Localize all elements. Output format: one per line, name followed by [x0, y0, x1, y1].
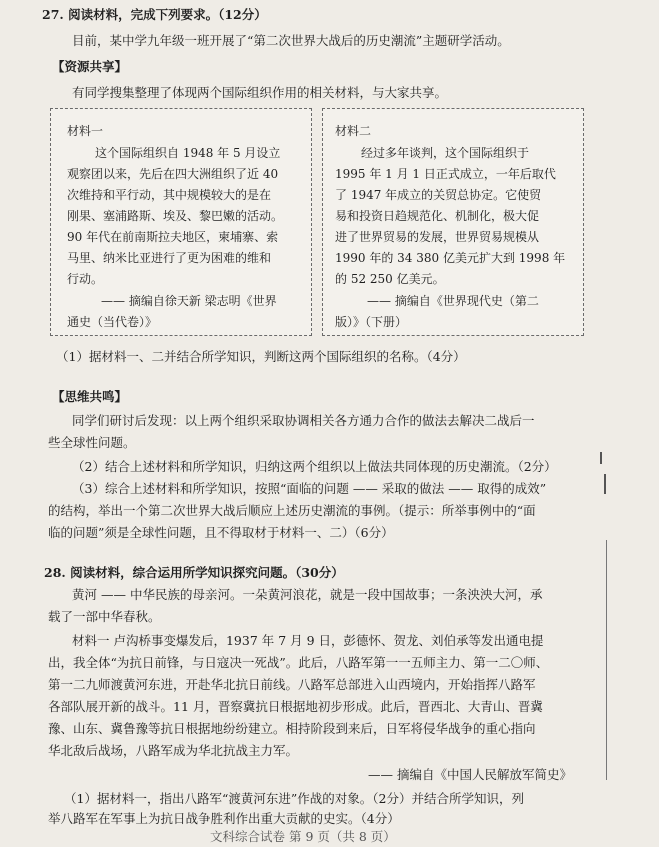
q28-material1: 材料一 卢沟桥事变爆发后，1937 年 7 月 9 日，彭德怀、贺龙、刘伯承等发出通电提 [72, 633, 544, 648]
material2-source: 版）》（下册） [335, 315, 408, 329]
q28-material1: 豫、山东、冀鲁豫等抗日根据地纷纷建立。相持阶段到来后，日军将侵华战争的重心指向 [48, 721, 536, 736]
material2-box [322, 108, 584, 336]
material2-line: 经过多年谈判，这个国际组织于 [361, 146, 530, 160]
q27-title: 27. 阅读材料，完成下列要求。（12分） [42, 7, 267, 22]
material2-line: 1990 年的 34 380 亿美元扩大到 1998 年 [335, 251, 566, 265]
q28-source: —— 摘编自《中国人民解放军简史》 [368, 767, 572, 782]
material1-box [50, 108, 312, 336]
q27-sub1: （1）据材料一、二并结合所学知识，判断这两个国际组织的名称。（4分） [56, 349, 466, 364]
material2-label: 材料二 [335, 124, 372, 138]
material1-line: 刚果、塞浦路斯、埃及、黎巴嫩的活动。 [67, 209, 284, 223]
q27-section2-text: 些全球性问题。 [48, 435, 136, 450]
material1-label: 材料一 [67, 124, 104, 138]
material2-line: 的 52 250 亿美元。 [335, 272, 445, 286]
q27-intro: 目前，某中学九年级一班开展了“第二次世界大战后的历史潮流”主题研学活动。 [72, 33, 510, 48]
q28-material1: 第一二九师渡黄河东进，开赴华北抗日前线。八路军总部进入山西境内，开始指挥八路军 [48, 677, 536, 692]
material1-line: 行动。 [67, 272, 104, 286]
q27-section1-heading: 【资源共享】 [52, 59, 128, 74]
q28-intro: 黄河 —— 中华民族的母亲河。一朵黄河浪花，就是一段中国故事；一条泱泱大河，承 [72, 587, 543, 602]
material1-line: 观察团以来，先后在四大洲组织了近 40 [67, 167, 279, 181]
material2-source: —— 摘编自《世界现代史（第二 [367, 294, 539, 308]
material1-line: 次维持和平行动，其中规模较大的是在 [67, 188, 272, 202]
material2-line: 易和投资日趋规范化、机制化，极大促 [335, 209, 540, 223]
q27-sub3: 的结构，举出一个第二次世界大战后顺应上述历史潮流的事例。（提示：所举事例中的“面 [48, 503, 536, 518]
q27-sub3: 临的问题”须是全球性问题，且不得取材于材料一、二）（6分） [48, 525, 394, 540]
material2-line: 进了世界贸易的发展，世界贸易规模从 [335, 230, 540, 244]
scan-edge-mark [600, 452, 602, 464]
q27-sub3: （3）综合上述材料和所学知识，按照“面临的问题 —— 采取的做法 —— 取得的成效” [72, 481, 547, 496]
q27-sub2: （2）结合上述材料和所学知识，归纳这两个组织以上做法共同体现的历史潮流。（2分） [72, 459, 557, 474]
material1-line: 这个国际组织自 1948 年 5 月设立 [95, 146, 281, 160]
scan-edge-line [606, 540, 607, 780]
q28-sub1: （1）据材料一，指出八路军“渡黄河东进”作战的对象。（2分）并结合所学知识，列 [64, 791, 524, 806]
material2-line: 1995 年 1 月 1 日正式成立，一年后取代 [335, 167, 556, 181]
material1-source: —— 摘编自徐天新 梁志明《世界 [101, 294, 277, 308]
material2-line: 了 1947 年成立的关贸总协定。它使贸 [335, 188, 542, 202]
scan-edge-mark [604, 474, 606, 494]
q28-title: 28. 阅读材料，综合运用所学知识探究问题。（30分） [44, 565, 344, 580]
q28-sub1: 举八路军在军事上为抗日战争胜利作出重大贡献的史实。（4分） [48, 811, 400, 826]
q28-material1: 各部队展开新的战斗。11 月，晋察冀抗日根据地初步形成。此后，晋西北、大青山、晋冀 [48, 699, 543, 714]
q28-intro: 载了一部中华春秋。 [48, 609, 161, 624]
material1-source: 通史（当代卷）》 [67, 315, 158, 329]
q27-section1-text: 有同学搜集整理了体现两个国际组织作用的相关材料，与大家共享。 [72, 85, 448, 100]
q28-material1: 出，我全体“为抗日前锋，与日寇决一死战”。此后，八路军第一一五师主力、第一二〇师、 [48, 655, 549, 670]
q28-material1: 华北敌后战场，八路军成为华北抗战主力军。 [48, 743, 299, 758]
page-footer: 文科综合试卷 第 9 页（共 8 页） [210, 829, 396, 844]
material1-line: 马里、纳米比亚进行了更为困难的维和 [67, 251, 272, 265]
material1-line: 90 年代在前南斯拉夫地区，柬埔寨、索 [67, 230, 279, 244]
q27-section2-heading: 【思维共鸣】 [52, 389, 128, 404]
q27-section2-text: 同学们研讨后发现：以上两个组织采取协调相关各方通力合作的做法去解决二战后一 [72, 413, 535, 428]
